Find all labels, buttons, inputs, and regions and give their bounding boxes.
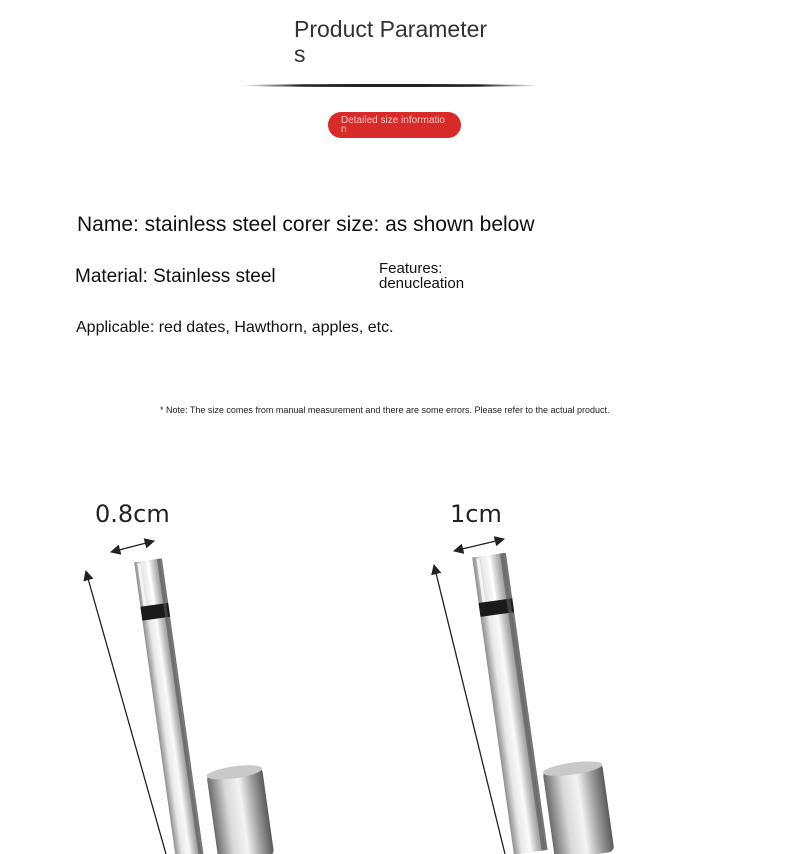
width-arrow xyxy=(115,542,150,551)
measurement-note: * Note: The size comes from manual measurement and there are some errors. Please refer to the actual product. xyxy=(160,405,610,415)
corer-small xyxy=(87,500,274,854)
corer-large xyxy=(435,500,614,854)
size-info-button[interactable]: Detailed size information xyxy=(328,112,461,138)
spec-features: Features: denucleation xyxy=(379,260,465,292)
spec-name: Name: stainless steel corer size: as shown below xyxy=(77,213,535,236)
size-label-large: 1cm xyxy=(450,500,502,528)
product-photo xyxy=(0,470,790,854)
spec-applicable: Applicable: red dates, Hawthorn, apples, etc. xyxy=(76,319,394,336)
corer-handle xyxy=(206,766,274,854)
page-title: Product Parameters xyxy=(294,16,488,67)
spec-material: Material: Stainless steel xyxy=(75,266,276,287)
title-divider xyxy=(240,84,540,87)
size-label-small: 0.8cm xyxy=(95,500,170,528)
corer-handle xyxy=(543,762,615,854)
width-arrow xyxy=(458,540,500,550)
